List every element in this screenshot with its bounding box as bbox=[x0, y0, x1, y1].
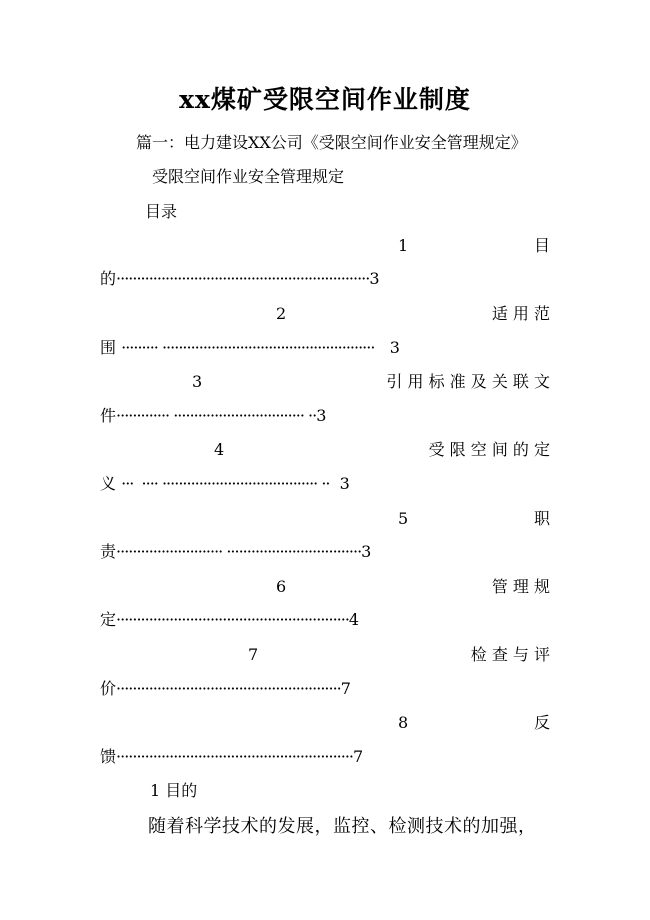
body-paragraph: 随着科学技术的发展，监控、检测技术的加强， bbox=[148, 816, 537, 837]
leader-dots: ························································· bbox=[116, 610, 349, 629]
leader-dots: ············· ································ ·· bbox=[116, 406, 317, 425]
toc-entry-3-head bbox=[100, 369, 550, 392]
toc-title-part: 职 bbox=[533, 509, 550, 528]
leader-dots: ··· ···· ······································ ·· bbox=[121, 474, 330, 493]
toc-entry-4-head bbox=[100, 437, 550, 460]
toc-title-part: 受 限 空 间 的 定 bbox=[428, 440, 550, 459]
toc-title-part: 管 理 规 bbox=[491, 577, 550, 596]
toc-entry-2-line bbox=[100, 335, 552, 358]
document-subtitle: 篇一：电力建设XX公司《受限空间作业安全管理规定》 bbox=[136, 133, 527, 152]
toc-entry-6-head bbox=[100, 574, 550, 597]
toc-title-end: 的 bbox=[100, 269, 117, 288]
toc-number: 2 bbox=[276, 304, 287, 323]
toc-entry-8-head bbox=[100, 710, 550, 733]
toc-entry-7-head bbox=[100, 642, 550, 665]
toc-title-end: 价 bbox=[100, 679, 117, 698]
toc-title-end: 义 bbox=[100, 474, 117, 493]
toc-number: 3 bbox=[192, 372, 203, 391]
toc-page-number: 3 bbox=[339, 474, 350, 493]
toc-entry-7-line bbox=[100, 676, 552, 699]
toc-page-number: 3 bbox=[389, 338, 400, 357]
toc-page-number: 4 bbox=[348, 610, 360, 629]
toc-entry-4-line bbox=[100, 471, 552, 494]
leader-dots: ······················································· bbox=[116, 679, 341, 698]
section-heading: 1 目的 bbox=[150, 781, 198, 800]
toc-entry-3-line bbox=[100, 403, 552, 426]
toc-title-part: 反 bbox=[533, 713, 550, 732]
toc-page-number: 7 bbox=[340, 679, 351, 698]
toc-number: 7 bbox=[248, 645, 259, 664]
leader-dots: ······························································ bbox=[116, 269, 370, 288]
toc-title-part: 检 查 与 评 bbox=[470, 645, 550, 664]
toc-entry-1-head bbox=[100, 233, 550, 256]
toc-number: 6 bbox=[276, 577, 287, 596]
toc-page-number: 3 bbox=[369, 269, 380, 288]
document-title: xx煤矿受限空间作业制度 bbox=[179, 85, 471, 114]
toc-title-end: 馈 bbox=[100, 747, 117, 766]
toc-page-number: 3 bbox=[316, 406, 327, 425]
toc-entry-5-head bbox=[100, 506, 550, 529]
toc-title-end: 定 bbox=[100, 610, 117, 629]
toc-title-end: 责 bbox=[100, 542, 117, 561]
toc-number: 8 bbox=[398, 713, 409, 732]
toc-title-part: 适 用 范 bbox=[491, 304, 550, 323]
leader-dots: ·························· ································· bbox=[116, 542, 362, 561]
document-name: 受限空间作业安全管理规定 bbox=[152, 167, 345, 186]
toc-page-number: 7 bbox=[353, 747, 364, 766]
toc-heading: 目录 bbox=[145, 202, 178, 221]
toc-entry-8-line bbox=[100, 744, 552, 767]
leader-dots: ·························································· bbox=[116, 747, 353, 766]
toc-page-number: 3 bbox=[361, 542, 372, 561]
toc-number: 5 bbox=[398, 509, 409, 528]
toc-title-part: 引 用 标 准 及 关 联 文 bbox=[386, 372, 550, 391]
toc-number: 1 bbox=[398, 236, 409, 255]
toc-entry-2-head bbox=[100, 301, 550, 324]
toc-number: 4 bbox=[214, 440, 225, 459]
toc-title-part: 目 bbox=[533, 236, 550, 255]
toc-entry-6-line bbox=[100, 607, 552, 630]
toc-title-end: 围 bbox=[100, 338, 117, 357]
leader-dots: ········· ···················································· bbox=[121, 338, 375, 357]
toc-title-end: 件 bbox=[100, 406, 117, 425]
toc-entry-1-line bbox=[100, 266, 552, 289]
toc-entry-5-line bbox=[100, 539, 552, 562]
